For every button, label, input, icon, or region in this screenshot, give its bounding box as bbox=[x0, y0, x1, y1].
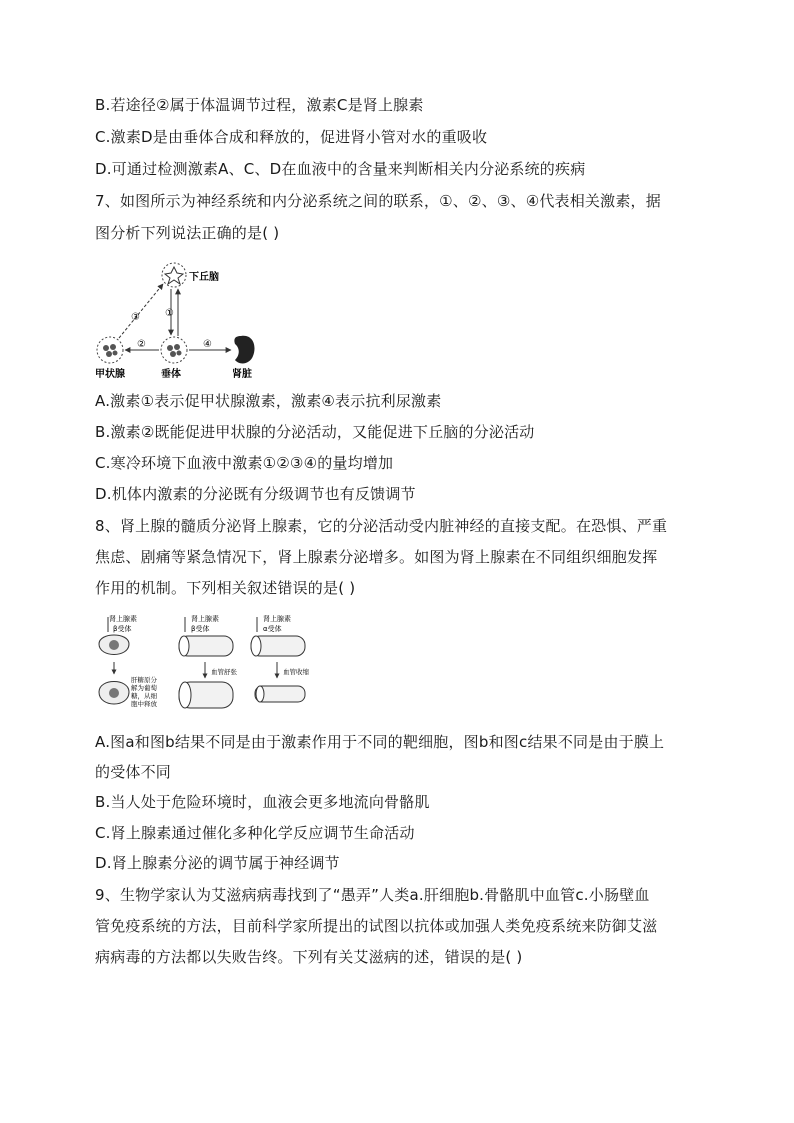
option-8d: D.肾上腺素分泌的调节属于神经调节 bbox=[95, 854, 340, 872]
panel-a-epinephrine-label: 肾上腺素 bbox=[109, 615, 137, 623]
panel-c-epinephrine-label: 肾上腺素 bbox=[263, 615, 291, 623]
panel-a-receptor-label: β受体 bbox=[113, 625, 132, 633]
option-6b: B.若途径②属于体温调节过程，激素C是肾上腺素 bbox=[95, 96, 424, 114]
glycogen-note-line-2: 解为葡萄 bbox=[131, 684, 157, 692]
glycogen-note-line-4: 胞中释放 bbox=[131, 700, 157, 708]
question-8-stem-1: 8、肾上腺的髓质分泌肾上腺素，它的分泌活动受内脏神经的直接支配。在恐惧、严重 bbox=[95, 517, 668, 535]
label-kidney: 肾脏 bbox=[232, 369, 252, 380]
option-7b: B.激素②既能促进甲状腺的分泌活动，又能促进下丘脑的分泌活动 bbox=[95, 423, 535, 441]
question-7-stem-1: 7、如图所示为神经系统和内分泌系统之间的联系，①、②、③、④代表相关激素，据 bbox=[95, 192, 661, 210]
hormone-1-label: ① bbox=[165, 308, 174, 319]
vasodilation-label: 血管舒张 bbox=[211, 668, 237, 676]
panel-a-liver-cell bbox=[99, 614, 158, 708]
option-7d: D.机体内激素的分泌既有分级调节也有反馈调节 bbox=[95, 485, 416, 503]
figure-epinephrine-mechanism bbox=[95, 612, 310, 728]
option-8c: C.肾上腺素通过催化多种化学反应调节生命活动 bbox=[95, 824, 415, 842]
vasoconstriction-label: 血管收缩 bbox=[283, 668, 309, 676]
option-8b: B.当人处于危险环境时，血液会更多地流向骨骼肌 bbox=[95, 793, 430, 811]
kidney-icon bbox=[234, 336, 254, 364]
option-7a: A.激素①表示促甲状腺激素，激素④表示抗利尿激素 bbox=[95, 392, 442, 410]
option-6c: C.激素D是由垂体合成和释放的，促进肾小管对水的重吸收 bbox=[95, 128, 488, 146]
panel-b-receptor-label: β受体 bbox=[191, 625, 210, 633]
label-hypothalamus: 下丘脑 bbox=[189, 272, 219, 283]
panel-c-receptor-label: α受体 bbox=[263, 625, 282, 633]
label-thyroid: 甲状腺 bbox=[95, 369, 125, 380]
option-7c: C.寒冷环境下血液中激素①②③④的量均增加 bbox=[95, 454, 394, 472]
panel-b-blood-vessel bbox=[179, 614, 238, 708]
panel-b-epinephrine-label: 肾上腺素 bbox=[191, 615, 219, 623]
hormone-3-label: ③ bbox=[131, 312, 140, 323]
question-9-stem-3: 病病毒的方法都以失败告终。下列有关艾滋病的述，错误的是( ) bbox=[95, 948, 523, 966]
pituitary-cell-icon bbox=[161, 337, 187, 363]
hypothalamus-cell-icon bbox=[162, 263, 186, 287]
hormone-4-label: ④ bbox=[203, 339, 212, 350]
thyroid-cell-icon bbox=[97, 337, 123, 363]
question-7-stem-2: 图分析下列说法正确的是( ) bbox=[95, 224, 280, 242]
label-pituitary: 垂体 bbox=[161, 369, 181, 380]
glycogen-note-line-3: 糖，从细 bbox=[131, 692, 157, 700]
glycogen-note-line-1: 肝糖原分 bbox=[131, 676, 157, 684]
question-8-stem-2: 焦虑、剧痛等紧急情况下，肾上腺素分泌增多。如图为肾上腺素在不同组织细胞发挥 bbox=[95, 548, 658, 566]
question-9-stem-1: 9、生物学家认为艾滋病病毒找到了“愚弄”人类a.肝细胞b.骨骼肌中血管c.小肠壁血 bbox=[95, 886, 650, 904]
option-8a-line-2: 的受体不同 bbox=[95, 763, 172, 781]
question-8-stem-3: 作用的机制。下列相关叙述错误的是( ) bbox=[95, 579, 356, 597]
panel-c-blood-vessel bbox=[251, 614, 310, 702]
figure-endocrine-diagram bbox=[95, 258, 265, 388]
option-8a-line-1: A.图a和图b结果不同是由于激素作用于不同的靶细胞，图b和图c结果不同是由于膜上 bbox=[95, 733, 665, 751]
question-9-stem-2: 管免疫系统的方法，目前科学家所提出的试图以抗体或加强人类免疫系统来防御艾滋 bbox=[95, 917, 658, 935]
hormone-2-label: ② bbox=[137, 339, 146, 350]
option-6d: D.可通过检测激素A、C、D在血液中的含量来判断相关内分泌系统的疾病 bbox=[95, 160, 586, 178]
